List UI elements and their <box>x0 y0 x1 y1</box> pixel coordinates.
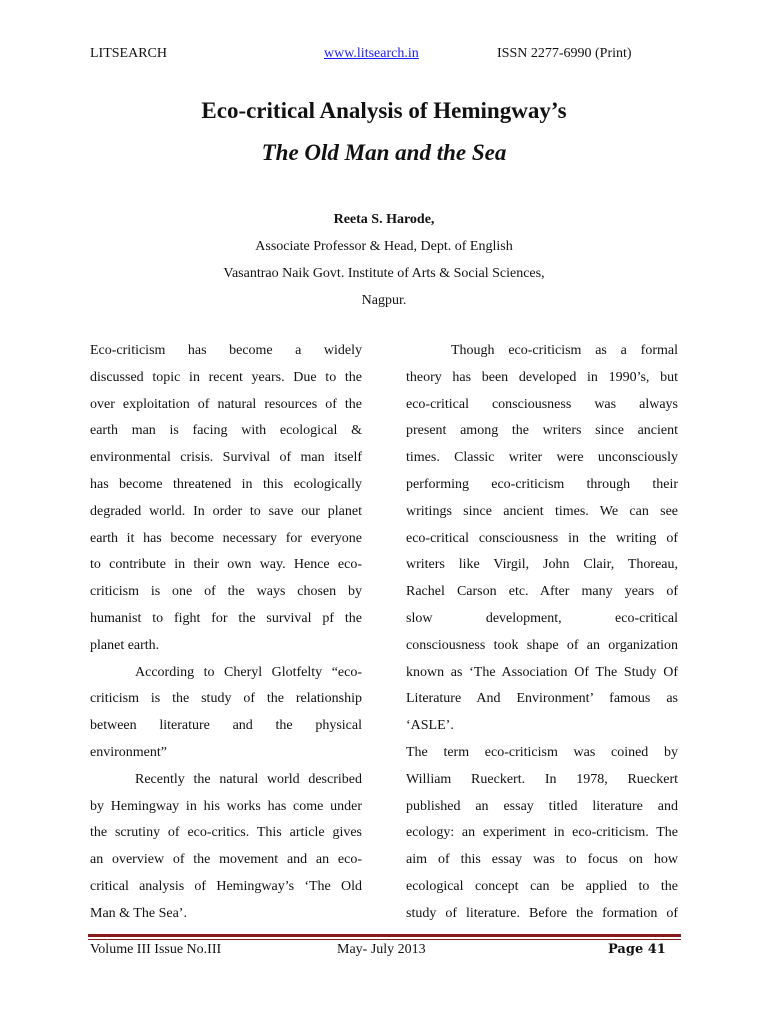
text-line: Literature And Environment’ famous as <box>406 691 678 707</box>
text-line: the scrutiny of eco-critics. This article gives <box>90 825 362 841</box>
text-line: earth it has become necessary for everyone <box>90 530 362 546</box>
text-line: between literature and the physical <box>90 718 362 734</box>
text-line: Though eco-criticism as a formal <box>451 343 678 358</box>
title-line-2: The Old Man and the Sea <box>261 140 507 165</box>
text-line: degraded world. In order to save our planet <box>90 503 362 519</box>
text-line: earth man is facing with ecological & <box>90 423 362 439</box>
footer-divider-thin <box>88 939 681 940</box>
text-line: Recently the natural world described <box>135 771 362 787</box>
issue-date: May- July 2013 <box>337 942 426 957</box>
page-header <box>0 46 768 66</box>
text-line: eco-critical consciousness in the writing of <box>406 530 678 546</box>
text-line: performing eco-criticism through their <box>406 476 678 492</box>
text-line: writers like Virgil, John Clair, Thoreau, <box>406 557 678 573</box>
author-info <box>0 206 768 314</box>
author-name: Reeta S. Harode, <box>333 212 435 227</box>
text-line: environmental crisis. Survival of man itself <box>90 450 362 466</box>
text-line: According to Cheryl Glotfelty “eco- <box>135 664 362 680</box>
footer-divider-thick <box>88 934 681 937</box>
author-city: Nagpur. <box>361 293 407 308</box>
text-line: planet earth. <box>90 637 160 653</box>
text-line: The term eco-criticism was coined by <box>406 744 678 760</box>
text-line: times. Classic writer were unconsciously <box>406 450 678 466</box>
text-line: ecology: an experiment in eco-criticism. The <box>406 825 678 841</box>
text-line: Rachel Carson etc. After many years of <box>406 584 678 600</box>
text-line: theory has been developed in 1990’s, but <box>406 369 678 385</box>
text-line: discussed topic in recent years. Due to the <box>90 369 362 385</box>
article-title <box>0 96 768 168</box>
author-position: Associate Professor & Head, Dept. of English <box>255 239 513 254</box>
text-line: critical analysis of Hemingway’s ‘The Old <box>90 878 362 894</box>
title-line-1: Eco-critical Analysis of Hemingway’s <box>201 98 567 123</box>
text-line: present among the writers since ancient <box>406 423 678 439</box>
text-line: aim of this essay was to focus on how <box>406 852 678 868</box>
text-line: an overview of the movement and an eco- <box>90 852 362 868</box>
page-footer <box>0 942 768 962</box>
issn-number: ISSN 2277-6990 (Print) <box>497 46 632 61</box>
text-line: William Rueckert. In 1978, Rueckert <box>406 771 678 787</box>
text-line: Eco-criticism has become a widely <box>90 343 362 358</box>
volume-issue: Volume III Issue No.III <box>90 942 222 957</box>
text-line: criticism is one of the ways chosen by <box>90 584 362 600</box>
text-line: study of literature. Before the formation of <box>406 905 678 921</box>
author-institution: Vasantrao Naik Govt. Institute of Arts & Social Sciences, <box>223 266 545 281</box>
text-line: known as ‘The Association Of The Study Of <box>406 664 678 680</box>
journal-name: LITSEARCH <box>90 46 167 61</box>
text-line: over exploitation of natural resources of the <box>90 396 362 412</box>
text-line: ecological concept can be applied to the <box>406 878 678 894</box>
page-number: Page 41 <box>608 942 666 957</box>
text-line: ‘ASLE’. <box>406 718 454 734</box>
text-line: criticism is the study of the relationship <box>90 691 362 707</box>
text-line: has become threatened in this ecologically <box>90 476 362 492</box>
text-line: environment” <box>90 744 167 760</box>
text-line: published an essay titled literature and <box>406 798 678 814</box>
text-line: writings since ancient times. We can see <box>406 503 678 519</box>
text-line: by Hemingway in his works has come under <box>90 798 362 814</box>
text-line: slow development, eco-critical <box>406 610 678 626</box>
right-column <box>406 338 678 928</box>
journal-website-link[interactable]: www.litsearch.in <box>324 46 419 61</box>
text-line: humanist to fight for the survival pf the <box>90 610 362 626</box>
text-line: Man & The Sea’. <box>90 905 187 921</box>
text-line: to contribute in their own way. Hence eco- <box>90 557 362 573</box>
text-line: eco-critical consciousness was always <box>406 396 678 412</box>
left-column <box>90 338 362 928</box>
text-line: consciousness took shape of an organization <box>406 637 678 653</box>
